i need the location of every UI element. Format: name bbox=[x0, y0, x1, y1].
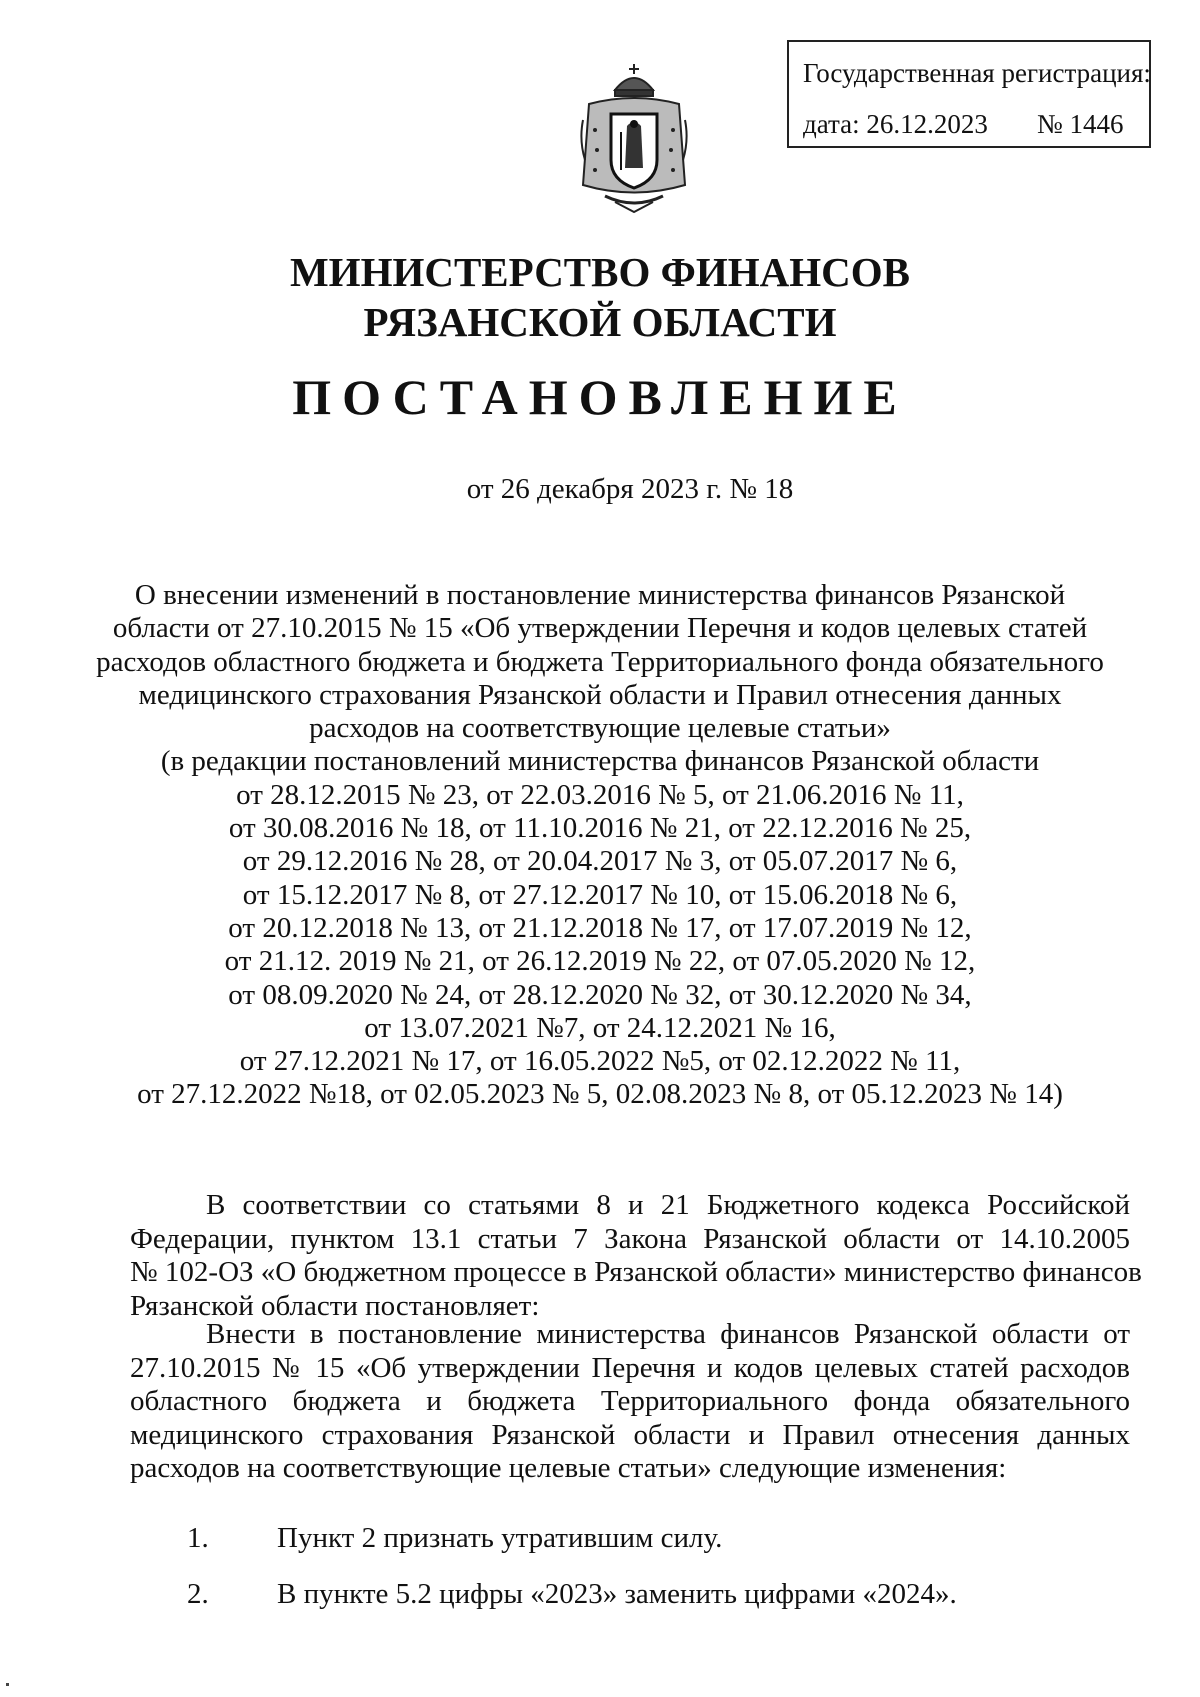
paragraph-line: расходов на соответствующие целевые статьи» следующие изменения: bbox=[130, 1452, 1007, 1484]
subject-line: от 30.08.2016 № 18, от 11.10.2016 № 21, от 22.12.2016 № 25, bbox=[228, 812, 972, 845]
registration-box bbox=[787, 40, 1151, 148]
subject-line: от 15.12.2017 № 8, от 27.12.2017 № 10, от 15.06.2018 № 6, bbox=[242, 878, 958, 911]
subject-line: (в редакции постановлений министерства финансов Рязанской области bbox=[160, 745, 1040, 778]
decree-date-line: от 26 декабря 2023 г. № 18 bbox=[466, 473, 794, 505]
subject-line: от 21.12. 2019 № 21, от 26.12.2019 № 22, от 07.05.2020 № 12, bbox=[224, 945, 976, 978]
list-item-text: В пункте 5.2 цифры «2023» заменить цифрами «2024». bbox=[277, 1578, 957, 1610]
paragraph-line: В соответствии со статьями 8 и 21 Бюджетного кодекса Российской bbox=[206, 1189, 1130, 1221]
subject-line: расходов областного бюджета и бюджета Территориального фонда обязательного bbox=[96, 645, 1104, 678]
paragraph-line: Федерации, пунктом 13.1 статьи 7 Закона Рязанской области от 14.10.2005 bbox=[130, 1222, 1130, 1255]
amendment-paragraph bbox=[130, 1318, 1130, 1486]
subject-line: от 27.12.2022 №18, от 02.05.2023 № 5, 02.08.2023 № 8, от 05.12.2023 № 14) bbox=[137, 1078, 1063, 1111]
list-item bbox=[187, 1522, 722, 1555]
subject-line: от 27.12.2021 № 17, от 16.05.2022 №5, от 02.12.2022 № 11, bbox=[239, 1045, 961, 1078]
subject-line: расходов на соответствующие целевые статьи» bbox=[309, 712, 891, 745]
list-item bbox=[187, 1578, 957, 1611]
subject-line: от 20.12.2018 № 13, от 21.12.2018 № 17, от 17.07.2019 № 12, bbox=[228, 911, 972, 944]
paragraph-line: медицинского страхования Рязанской области и Правил отнесения данных bbox=[130, 1418, 1130, 1451]
ministry-title-line1: МИНИСТЕРСТВО ФИНАНСОВ bbox=[289, 249, 910, 295]
registration-number: № 1446 bbox=[1037, 109, 1124, 139]
paragraph-line: № 102-ОЗ «О бюджетном процессе в Рязанской области» министерство финансов bbox=[130, 1256, 1142, 1288]
subject-line: от 29.12.2016 № 28, от 20.04.2017 № 3, от 05.07.2017 № 6, bbox=[242, 845, 958, 878]
paragraph-line: Внести в постановление министерства финансов Рязанской области от bbox=[206, 1318, 1130, 1350]
paragraph-line: областного бюджета и бюджета Территориального фонда обязательного bbox=[130, 1385, 1130, 1417]
list-item-number: 2. bbox=[187, 1578, 209, 1610]
decree-subject bbox=[0, 579, 1200, 1112]
subject-line: от 28.12.2015 № 23, от 22.03.2016 № 5, от 21.06.2016 № 11, bbox=[236, 778, 964, 811]
preamble-paragraph bbox=[130, 1189, 1142, 1323]
subject-line: области от 27.10.2015 № 15 «Об утверждении Перечня и кодов целевых статей bbox=[112, 612, 1088, 645]
scan-speck bbox=[6, 1683, 9, 1686]
coat-of-arms-icon bbox=[575, 60, 693, 215]
ministry-title-line2: РЯЗАНСКОЙ ОБЛАСТИ bbox=[363, 299, 837, 345]
paragraph-line: 27.10.2015 № 15 «Об утверждении Перечня и кодов целевых статей расходов bbox=[130, 1351, 1130, 1384]
document-type: ПОСТАНОВЛЕНИЕ bbox=[292, 369, 908, 425]
registration-title: Государственная регистрация: bbox=[803, 58, 1151, 88]
list-item-number: 1. bbox=[187, 1522, 209, 1554]
registration-date: дата: 26.12.2023 bbox=[803, 109, 988, 139]
paragraph-line: Рязанской области постановляет: bbox=[130, 1289, 540, 1322]
subject-line: от 13.07.2021 №7, от 24.12.2021 № 16, bbox=[364, 1011, 836, 1044]
list-item-text: Пункт 2 признать утратившим силу. bbox=[277, 1522, 723, 1554]
subject-line: О внесении изменений в постановление министерства финансов Рязанской bbox=[134, 579, 1066, 611]
subject-line: медицинского страхования Рязанской области и Правил отнесения данных bbox=[138, 678, 1062, 711]
subject-line: от 08.09.2020 № 24, от 28.12.2020 № 32, от 30.12.2020 № 34, bbox=[228, 978, 972, 1011]
